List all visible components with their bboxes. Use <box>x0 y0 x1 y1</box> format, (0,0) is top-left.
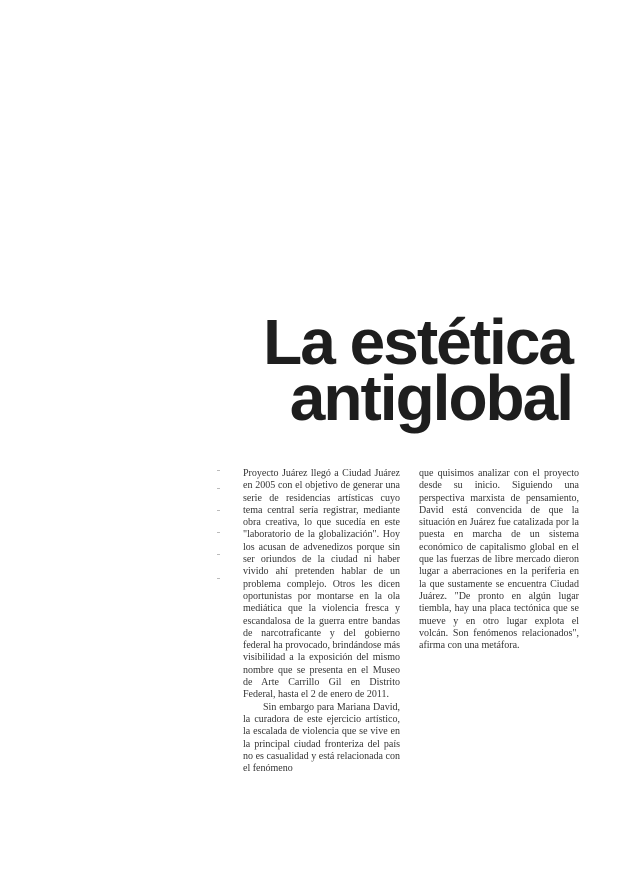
article-title-line-1: La estética <box>263 306 572 378</box>
paragraph: Sin embargo para Mariana David, la curadora de este ejercicio artístico, la escalada de violencia que se vive en la principal ciudad fronteriza del país no es casualidad y está relacionada con el fenómeno <box>243 701 400 775</box>
paragraph: Proyecto Juárez llegó a Ciudad Juárez en 2005 con el objetivo de generar una serie de residencias artísticas cuyo tema central sería registrar, mediante obra creativa, lo que sucedía en este "laboratorio de la globalización". Hoy los acusan de advenedizos porque sin ser oriundos de la ciudad ni haber vivido ahí pretenden hablar de un problema complejo. Otros les dicen oportunistas por montarse en la ola mediática que la violencia fresca y escandalosa de la guerra entre bandas de narcotraficante y del gobierno federal ha provocado, brindándose más visibilidad a la exposición del mismo nombre que se presenta en el Museo de Arte Carrillo Gil en Distrito Federal, hasta el 2 de enero de 2011. <box>243 468 400 701</box>
article-title <box>263 306 572 434</box>
article-title-line-2: antiglobal <box>289 362 572 434</box>
paragraph: que quisimos analizar con el proyecto desde su inicio. Siguiendo una perspectiva marxista de pensamiento, David está convencida de que la situación en Juárez fue catalizada por la puesta en marcha de un sistema económico de capitalismo global en el que las fuerzas de libre mercado dieron lugar a aberraciones en la periferia en la que sustamente se encuentra Ciudad Juárez. "De pronto en algún lugar tiembla, hay una placa tectónica que se mueve y en otro lugar explota el volcán. Son fenómenos relacionados", afirma con una metáfora. <box>419 468 579 652</box>
article-column-right <box>419 468 579 652</box>
article-column-left <box>243 468 400 775</box>
binding-margin-marks <box>217 470 225 590</box>
